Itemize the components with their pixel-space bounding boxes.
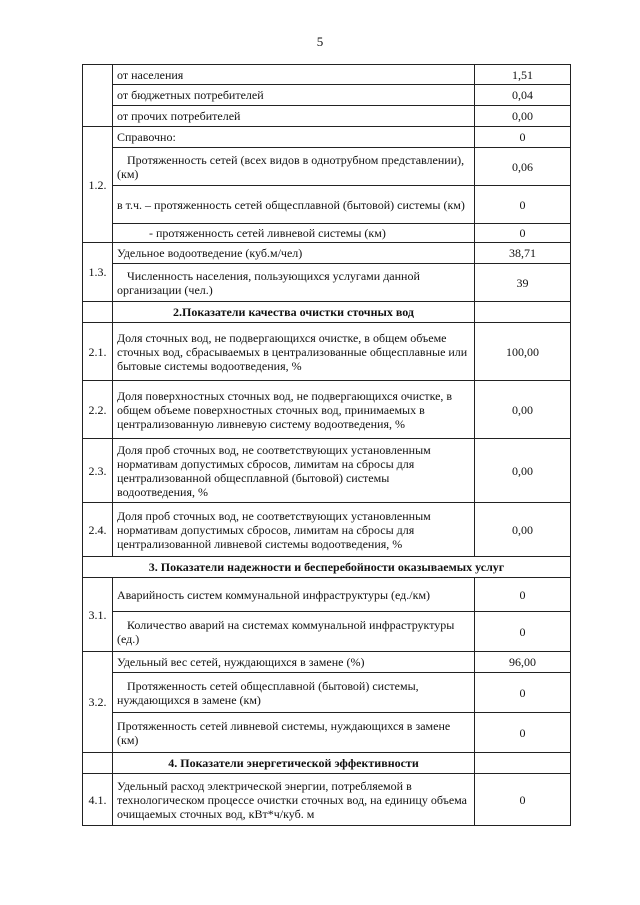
page-number: 5 xyxy=(316,34,324,49)
row-number: 2.4. xyxy=(83,503,113,557)
indicator-label: Доля проб сточных вод, не соответствующих установленным нормативам допустимых сбросов, лимитам на сбросы для централизованной общесплавной (бытовой) системы водоотведения, % xyxy=(113,439,475,503)
indicator-label: от бюджетных потребителей xyxy=(113,85,475,106)
indicator-value: 0,04 xyxy=(475,85,571,106)
indicator-value: 0,00 xyxy=(475,106,571,127)
table-row xyxy=(83,65,571,85)
section-title: 3. Показатели надежности и бесперебойности оказываемых услуг xyxy=(83,557,571,578)
indicator-label: от прочих потребителей xyxy=(113,106,475,127)
section-empty-cell xyxy=(83,302,113,323)
section-empty-cell xyxy=(475,302,571,323)
indicator-value: 0,00 xyxy=(475,503,571,557)
indicator-value: 39 xyxy=(475,264,571,302)
table-row xyxy=(83,224,571,243)
indicator-value: 0 xyxy=(475,186,571,224)
table-row xyxy=(83,578,571,612)
table-row xyxy=(83,264,571,302)
indicator-value: 0,00 xyxy=(475,381,571,439)
table-row xyxy=(83,774,571,826)
row-number: 4.1. xyxy=(83,774,113,826)
row-number: 3.1. xyxy=(83,578,113,652)
indicator-label: Справочно: xyxy=(113,127,475,148)
table-row xyxy=(83,503,571,557)
indicator-label: Протяженность сетей ливневой системы, нуждающихся в замене (км) xyxy=(113,713,475,753)
indicator-label: Удельное водоотведение (куб.м/чел) xyxy=(113,243,475,264)
section-row xyxy=(83,753,571,774)
table-row xyxy=(83,673,571,713)
section-title: 4. Показатели энергетической эффективности xyxy=(113,753,475,774)
indicator-label: от населения xyxy=(113,65,475,85)
row-number: 2.3. xyxy=(83,439,113,503)
row-number-cell xyxy=(83,65,113,127)
table-row xyxy=(83,439,571,503)
indicator-label: Доля поверхностных сточных вод, не подвергающихся очистке, в общем объеме поверхностных сточных вод, принимаемых в централизованную ливневую систему водоотведения, % xyxy=(113,381,475,439)
indicator-value: 100,00 xyxy=(475,323,571,381)
indicator-label: Удельный расход электрической энергии, потребляемой в технологическом процессе очистки сточных вод, на единицу объема очищаемых сточных вод, кВт*ч/куб. м xyxy=(113,774,475,826)
section-empty-cell xyxy=(475,753,571,774)
table-row xyxy=(83,323,571,381)
row-number: 3.2. xyxy=(83,652,113,753)
indicator-label: Удельный вес сетей, нуждающихся в замене (%) xyxy=(113,652,475,673)
section-empty-cell xyxy=(83,753,113,774)
row-number: 1.2. xyxy=(83,127,113,243)
table-row xyxy=(83,243,571,264)
table-row xyxy=(83,381,571,439)
indicator-value: 0 xyxy=(475,713,571,753)
table-row xyxy=(83,106,571,127)
indicator-label: Протяженность сетей (всех видов в однотрубном представлении), (км) xyxy=(113,148,475,186)
indicators-table xyxy=(82,64,571,826)
indicator-value: 0 xyxy=(475,578,571,612)
table-row xyxy=(83,127,571,148)
table-row xyxy=(83,713,571,753)
table-row xyxy=(83,652,571,673)
indicator-label: Доля проб сточных вод, не соответствующих установленным нормативам допустимых сбросов, лимитам на сбросы для централизованной ливневой системы водоотведения, % xyxy=(113,503,475,557)
section-row xyxy=(83,557,571,578)
indicator-label: Количество аварий на системах коммунальной инфраструктуры (ед.) xyxy=(113,612,475,652)
indicator-value: 1,51 xyxy=(475,65,571,85)
indicator-value: 0 xyxy=(475,612,571,652)
indicator-value: 0 xyxy=(475,224,571,243)
indicator-value: 96,00 xyxy=(475,652,571,673)
indicator-value: 0 xyxy=(475,673,571,713)
indicator-value: 0 xyxy=(475,127,571,148)
table-row xyxy=(83,186,571,224)
row-number: 1.3. xyxy=(83,243,113,302)
indicator-label: в т.ч. – протяженность сетей общесплавной (бытовой) системы (км) xyxy=(113,186,475,224)
table-row xyxy=(83,612,571,652)
indicator-label: Протяженность сетей общесплавной (бытовой) системы, нуждающихся в замене (км) xyxy=(113,673,475,713)
indicator-value: 0,00 xyxy=(475,439,571,503)
indicator-label: Численность населения, пользующихся услугами данной организации (чел.) xyxy=(113,264,475,302)
section-row xyxy=(83,302,571,323)
table-row xyxy=(83,148,571,186)
section-title: 2.Показатели качества очистки сточных вод xyxy=(113,302,475,323)
table-row xyxy=(83,85,571,106)
indicator-label: Аварийность систем коммунальной инфраструктуры (ед./км) xyxy=(113,578,475,612)
row-number: 2.1. xyxy=(83,323,113,381)
indicator-value: 0,06 xyxy=(475,148,571,186)
indicator-value: 38,71 xyxy=(475,243,571,264)
row-number: 2.2. xyxy=(83,381,113,439)
indicator-value: 0 xyxy=(475,774,571,826)
indicator-label: Доля сточных вод, не подвергающихся очистке, в общем объеме сточных вод, сбрасываемых в централизованные общесплавные или бытовые системы водоотведения, % xyxy=(113,323,475,381)
indicator-label: - протяженность сетей ливневой системы (км) xyxy=(113,224,475,243)
